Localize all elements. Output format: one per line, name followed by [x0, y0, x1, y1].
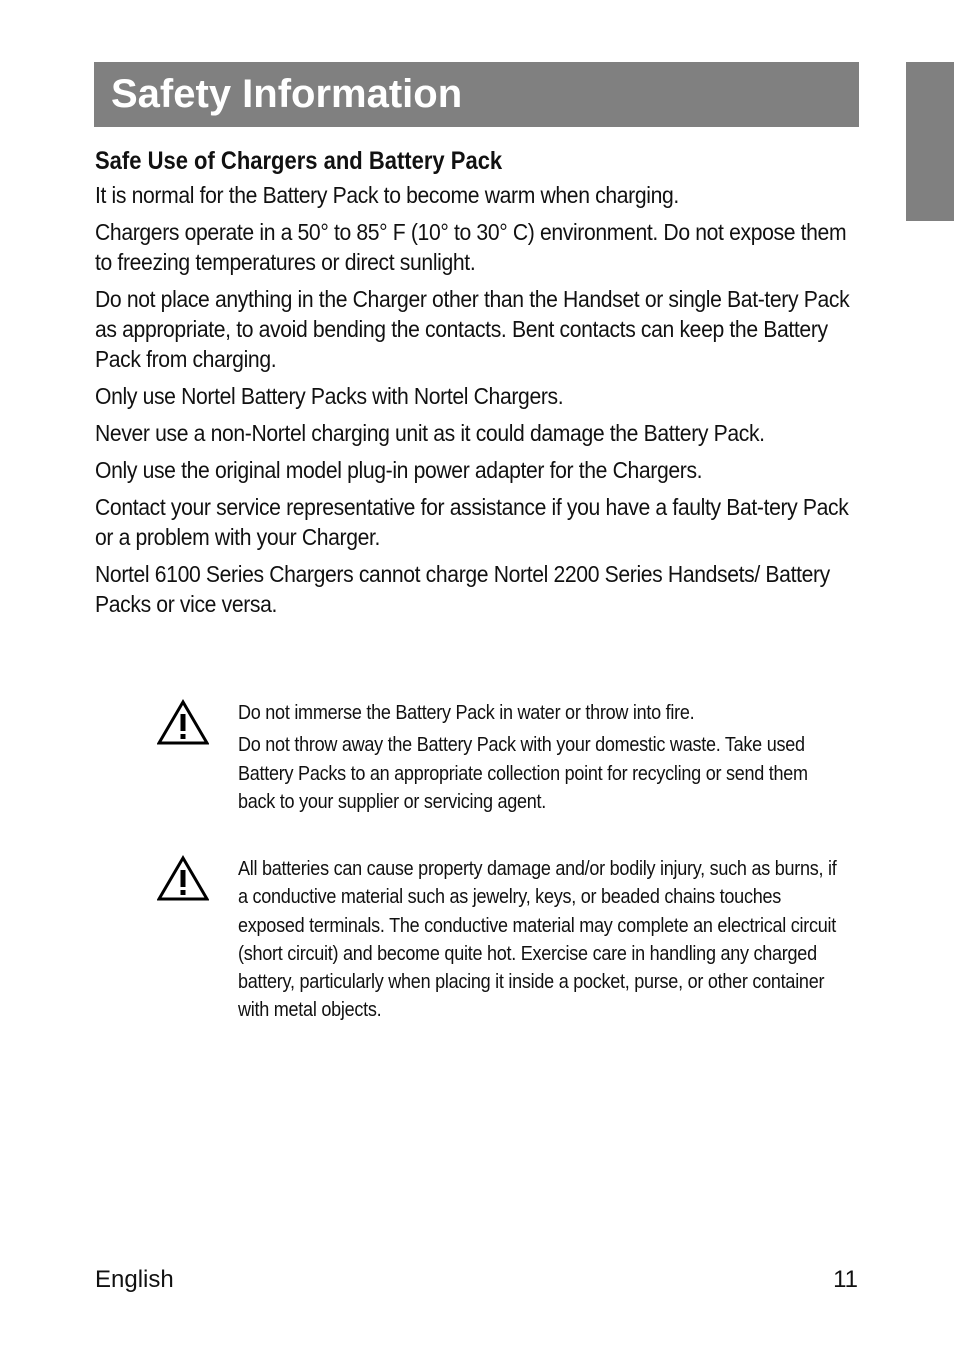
paragraph: Only use the original model plug-in power adapter for the Chargers.: [95, 457, 703, 483]
paragraph: Nortel 6100 Series Chargers cannot charge Nortel 2200 Series Handsets/ Battery Packs or vice versa.: [95, 561, 830, 617]
footer-language: English: [95, 1266, 174, 1293]
paragraph: Never use a non-Nortel charging unit as it could damage the Battery Pack.: [95, 420, 765, 446]
warning-text: [238, 699, 928, 820]
title-bar: [94, 62, 859, 127]
warning-text: [238, 855, 928, 1029]
paragraph: Chargers operate in a 50° to 85° F (10° to 30° C) environment. Do not expose them to freezing temperatures or direct sunlight.: [95, 219, 847, 275]
main-content: [95, 144, 860, 626]
warning-paragraph: Do not immerse the Battery Pack in water or throw into fire.: [238, 701, 695, 724]
warning-triangle-icon: [157, 699, 209, 745]
section-heading: Safe Use of Chargers and Battery Pack: [95, 147, 503, 175]
paragraph: It is normal for the Battery Pack to become warm when charging.: [95, 182, 679, 208]
page-number: 11: [833, 1266, 858, 1293]
paragraph: Do not place anything in the Charger other than the Handset or single Bat-tery Pack as appropriate, to avoid bending the contacts. Bent contacts can keep the Battery Pack from charging.: [95, 286, 850, 372]
warning-paragraph: Do not throw away the Battery Pack with your domestic waste. Take used Battery Packs to an appropriate collection point for recycling or send them back to your supplier or servicing agent.: [238, 733, 808, 813]
paragraph: Only use Nortel Battery Packs with Nortel Chargers.: [95, 383, 564, 409]
warning-triangle-icon: [157, 855, 209, 901]
paragraph: Contact your service representative for assistance if you have a faulty Bat-tery Pack or a problem with your Charger.: [95, 494, 849, 550]
warning-paragraph: All batteries can cause property damage and/or bodily injury, such as burns, if a conductive material such as jewelry, keys, or beaded chains touches exposed terminals. The conductive material may complete an electrical circuit (short circuit) and become quite hot. Exercise care in handling any charged battery, particularly when placing it inside a pocket, purse, or other container with metal objects.: [238, 857, 837, 1022]
section-tab-marker: [906, 62, 954, 221]
page-title: Safety Information: [111, 72, 463, 116]
